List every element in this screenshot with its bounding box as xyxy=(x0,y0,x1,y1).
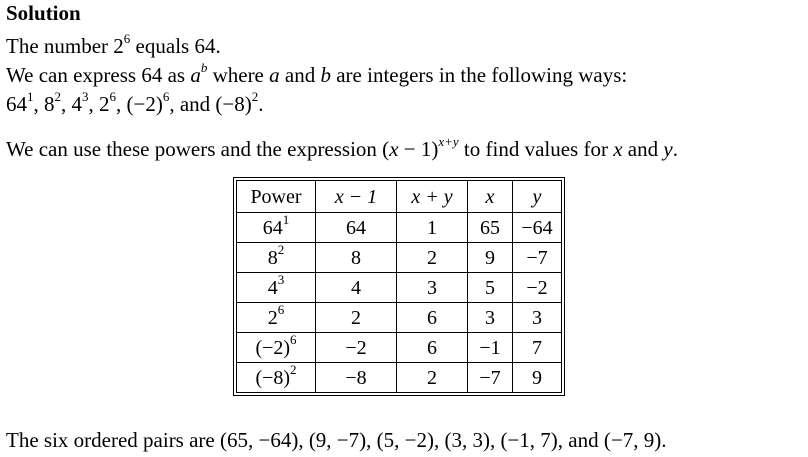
p4-var-x: x xyxy=(389,137,399,161)
cell-y: −2 xyxy=(513,273,562,303)
paragraph-use-powers xyxy=(6,136,678,162)
p4-text-1: We can use these powers and the expression ( xyxy=(6,137,390,161)
power-base-3: , 4 xyxy=(61,92,82,116)
cell-y: −64 xyxy=(513,213,562,243)
cell-power: $(-2)^6$ xyxy=(237,333,316,363)
table-header-row xyxy=(237,181,562,213)
p2-text-4: are integers in the following ways: xyxy=(330,63,628,87)
power-base-4: , 2 xyxy=(88,92,110,116)
p4-var-y: y xyxy=(663,137,673,161)
cell-power: $2^6$ xyxy=(237,303,316,333)
power-base-1: 64 xyxy=(6,92,27,116)
p4-text-3: to find values for xyxy=(458,137,614,161)
cell-x: −1 xyxy=(468,333,513,363)
cell-x: −7 xyxy=(468,363,513,393)
cell-power: $(-8)^2$ xyxy=(237,363,316,393)
table-row xyxy=(237,273,562,303)
power-exp-3: 3 xyxy=(82,89,89,104)
cell-x-minus-1: 2 xyxy=(316,303,397,333)
table-row xyxy=(237,363,562,393)
table-row xyxy=(237,333,562,363)
cell-x-minus-1: 64 xyxy=(316,213,397,243)
p4-end: . xyxy=(672,137,678,161)
power-base-6: , and (−8) xyxy=(169,92,252,116)
cell-y: 9 xyxy=(513,363,562,393)
paragraph-express-ways xyxy=(6,62,627,88)
cell-x-plus-y: 1 xyxy=(397,213,468,243)
p2-var-b: b xyxy=(320,63,331,87)
header-x-plus-y: x + y xyxy=(397,181,468,213)
p4-exponent: x+y xyxy=(438,134,459,149)
powers-table xyxy=(236,180,562,393)
cell-power: $64^1$ xyxy=(237,213,316,243)
p2-base-a: a xyxy=(190,63,201,87)
cell-x-plus-y: 2 xyxy=(397,363,468,393)
cell-x-plus-y: 2 xyxy=(397,243,468,273)
header-x: x xyxy=(468,181,513,213)
p1-exponent: 6 xyxy=(123,31,131,46)
paragraph-power-list xyxy=(6,91,264,117)
cell-power: $8^2$ xyxy=(237,243,316,273)
p4-text-2: − 1) xyxy=(398,137,439,161)
table-row xyxy=(237,243,562,273)
power-exp-2: 2 xyxy=(54,89,61,104)
power-exp-5: 6 xyxy=(162,89,170,104)
p2-text-2: where xyxy=(207,63,270,87)
p2-text-1: We can express 64 as xyxy=(6,63,191,87)
header-x-minus-1: x − 1 xyxy=(316,181,397,213)
p1-after: equals 64. xyxy=(130,34,221,58)
power-base-2: , 8 xyxy=(33,92,55,116)
p2-var-a: a xyxy=(269,63,280,87)
header-y: y xyxy=(513,181,562,213)
p4-text-4: and xyxy=(622,137,664,161)
power-exp-6: 2 xyxy=(251,89,259,104)
cell-x: 65 xyxy=(468,213,513,243)
cell-x-minus-1: 4 xyxy=(316,273,397,303)
cell-x-plus-y: 3 xyxy=(397,273,468,303)
power-base-5: , (−2) xyxy=(116,92,163,116)
cell-x-plus-y: 6 xyxy=(397,303,468,333)
table-row xyxy=(237,213,562,243)
header-power: Power xyxy=(237,181,316,213)
cell-x-minus-1: −8 xyxy=(316,363,397,393)
cell-y: 3 xyxy=(513,303,562,333)
power-exp-1: 1 xyxy=(27,89,34,104)
table-row xyxy=(237,303,562,333)
cell-x-minus-1: 8 xyxy=(316,243,397,273)
p4-var-x-2: x xyxy=(613,137,623,161)
solution-heading: Solution xyxy=(6,1,81,25)
cell-power: $4^3$ xyxy=(237,273,316,303)
cell-x-minus-1: −2 xyxy=(316,333,397,363)
cell-x: 5 xyxy=(468,273,513,303)
p1-before: The number 2 xyxy=(6,34,124,58)
paragraph-number-statement xyxy=(6,33,221,59)
p2-text-3: and xyxy=(279,63,321,87)
cell-y: 7 xyxy=(513,333,562,363)
cell-x-plus-y: 6 xyxy=(397,333,468,363)
cell-x: 3 xyxy=(468,303,513,333)
p2-exp-b: b xyxy=(200,60,208,75)
power-list-end: . xyxy=(258,92,264,116)
cell-y: −7 xyxy=(513,243,562,273)
conclusion-sentence: The six ordered pairs are (65, −64), (9, −7), (5, −2), (3, 3), (−1, 7), and (−7, 9). xyxy=(6,428,667,452)
cell-x: 9 xyxy=(468,243,513,273)
power-exp-4: 6 xyxy=(109,89,116,104)
